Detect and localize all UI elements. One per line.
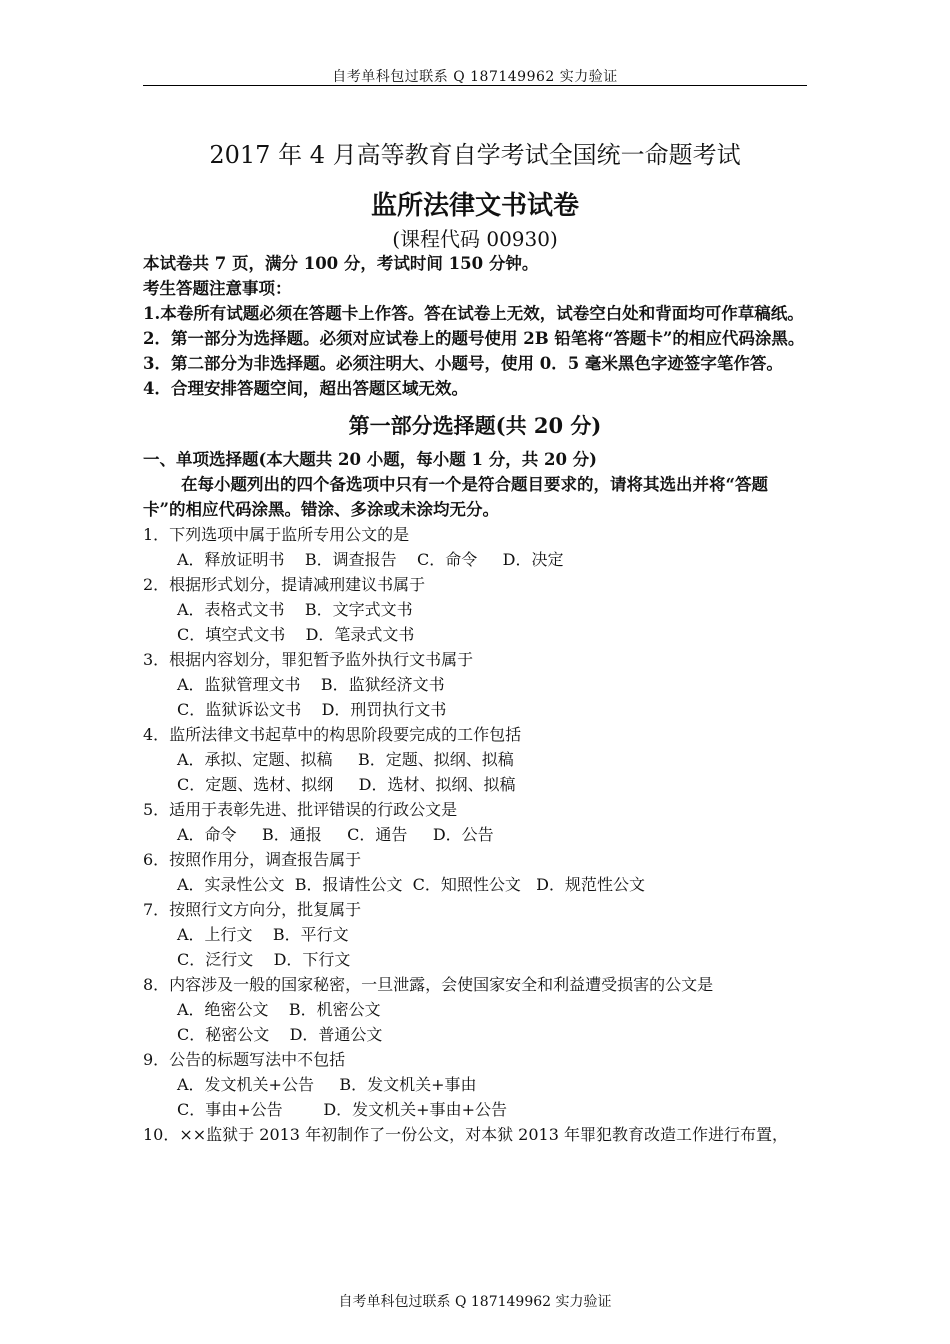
- header-divider: [143, 85, 807, 86]
- question-stem: 4．监所法律文书起草中的构思阶段要完成的工作包括: [143, 725, 522, 744]
- question-stem: 9．公告的标题写法中不包括: [143, 1050, 346, 1069]
- question-stem: 6．按照作用分，调查报告属于: [143, 850, 362, 869]
- question-options: A．绝密公文 B．机密公文: [177, 1000, 381, 1019]
- notice-item: 3．第二部分为非选择题。必须注明大、小题号，使用 0．5 毫米黑色字迹签字笔作答。: [143, 354, 783, 373]
- notice-item: 4．合理安排答题空间，超出答题区域无效。: [143, 379, 468, 398]
- question-options: A．命令 B．通报 C．通告 D．公告: [177, 825, 494, 844]
- question-options: C．定题、选材、拟纲 D．选材、拟纲、拟稿: [177, 775, 516, 794]
- section-instructions: 在每小题列出的四个备选项中只有一个是符合题目要求的，请将其选出并将“答题卡”的相应代码涂黑。错涂、多涂或未涂均无分。: [143, 475, 768, 519]
- question-stem: 1．下列选项中属于监所专用公文的是: [143, 525, 410, 544]
- question-options: C．填空式文书 D．笔录式文书: [177, 625, 415, 644]
- question-options: A．上行文 B．平行文: [177, 925, 349, 944]
- question-options: C．泛行文 D．下行文: [177, 950, 351, 969]
- question-stem: 2．根据形式划分，提请减刑建议书属于: [143, 575, 426, 594]
- page-footer: 自考单科包过联系 Q 187149962 实力验证: [338, 1294, 612, 1310]
- notice-item: 1.本卷所有试题必须在答题卡上作答。答在试卷上无效，试卷空白处和背面均可作草稿纸。: [143, 304, 804, 323]
- question-list: [143, 522, 807, 1147]
- question-stem: 7．按照行文方向分，批复属于: [143, 900, 362, 919]
- exam-summary: 本试卷共 7 页，满分 100 分，考试时间 150 分钟。: [143, 254, 539, 273]
- question-options: A．发文机关+公告 B．发文机关+事由: [177, 1075, 477, 1094]
- notice-heading: 考生答题注意事项：: [143, 279, 292, 298]
- question-options: C．秘密公文 D．普通公文: [177, 1025, 383, 1044]
- question-options: A．释放证明书 B．调查报告 C．命令 D．决定: [177, 550, 564, 569]
- course-code: (课程代码 00930): [392, 227, 558, 251]
- question-options: A．实录性公文 B．报请性公文 C．知照性公文 D．规范性公文: [177, 875, 645, 894]
- question-stem: 8．内容涉及一般的国家秘密，一旦泄露，会使国家安全和利益遭受损害的公文是: [143, 975, 714, 994]
- question-options: A．承拟、定题、拟稿 B．定题、拟纲、拟稿: [177, 750, 514, 769]
- question-options: C．事由+公告 D．发文机关+事由+公告: [177, 1100, 507, 1119]
- question-stem: 10．××监狱于 2013 年初制作了一份公文，对本狱 2013 年罪犯教育改造工作进行布置，: [143, 1125, 788, 1144]
- part1-title: 第一部分选择题(共 20 分): [348, 413, 602, 438]
- question-options: A．表格式文书 B．文字式文书: [177, 600, 413, 619]
- question-options: A．监狱管理文书 B．监狱经济文书: [177, 675, 445, 694]
- page-header: 自考单科包过联系 Q 187149962 实力验证: [332, 69, 618, 85]
- section-heading: 一、单项选择题(本大题共 20 小题，每小题 1 分，共 20 分): [143, 450, 597, 469]
- notice-item: 2．第一部分为选择题。必须对应试卷上的题号使用 2B 铅笔将“答题卡”的相应代码涂黑。: [143, 329, 805, 348]
- question-stem: 3．根据内容划分，罪犯暂予监外执行文书属于: [143, 650, 474, 669]
- exam-content: [143, 251, 807, 1147]
- question-options: C．监狱诉讼文书 D．刑罚执行文书: [177, 700, 447, 719]
- exam-title: 2017 年 4 月高等教育自学考试全国统一命题考试: [209, 141, 741, 169]
- question-stem: 5．适用于表彰先进、批评错误的行政公文是: [143, 800, 458, 819]
- paper-title: 监所法律文书试卷: [370, 191, 579, 221]
